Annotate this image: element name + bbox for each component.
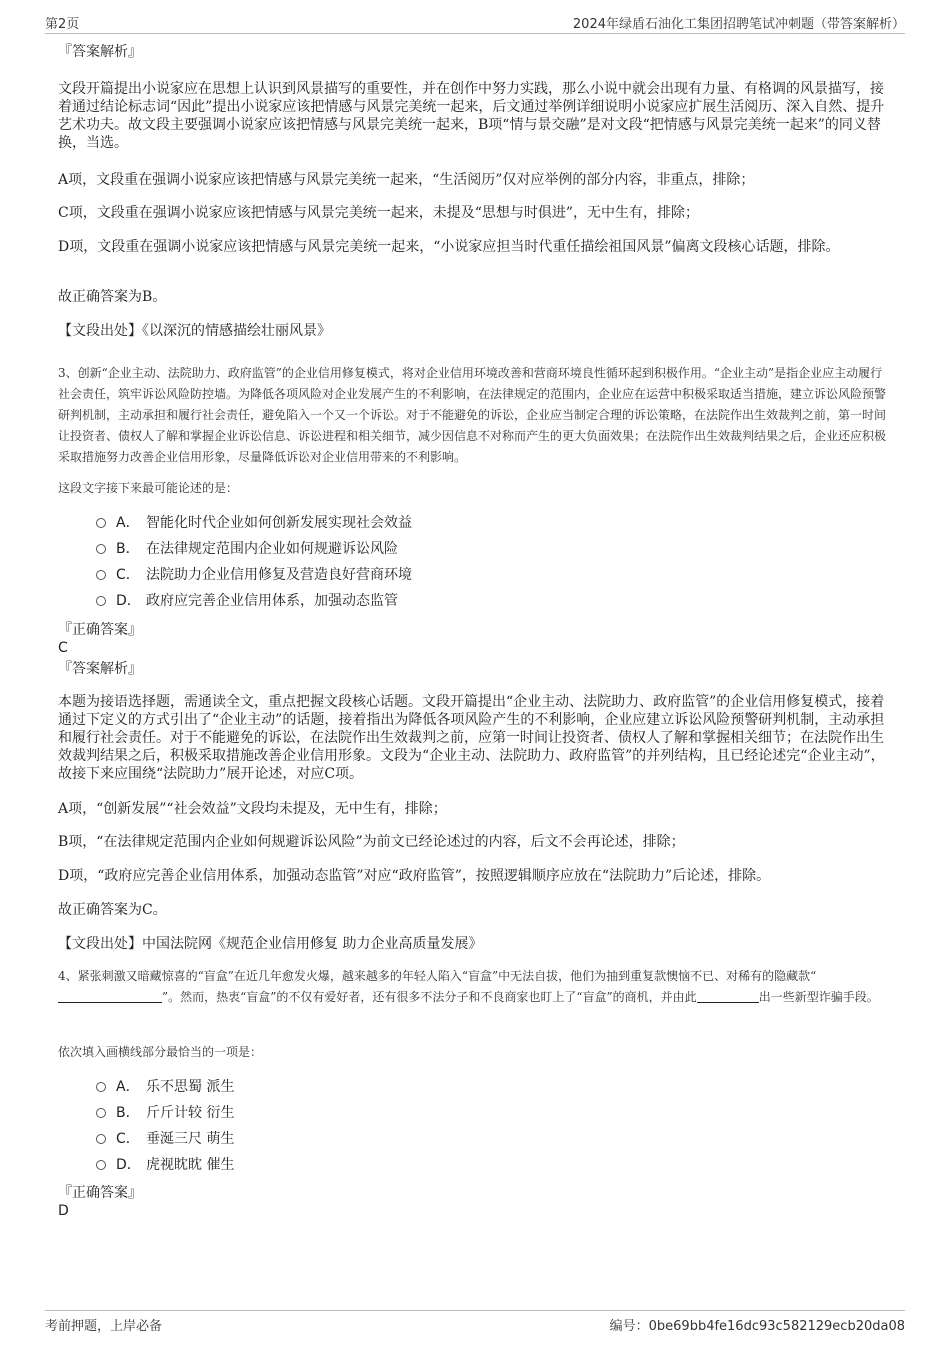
option-c[interactable]: C． 垂涎三尺 萌生: [96, 1130, 234, 1148]
radio-icon[interactable]: [96, 1160, 106, 1170]
analysis-text: 文段开篇提出小说家应在思想上认识到风景描写的重要性，并在创作中努力实践，那么小说中就会出现有力量、有格调的风景描写，接着通过结论标志词“因此”提出小说家应该把情感与风景完美统一起来，后文通过举例详细说明小说家应扩展生活阅历、深入自然、提升艺术功夫。故文段主要强调小说家应该把情感与风景完美统一起来，B项“情与景交融”是对文段“把情感与风景完美统一起来”的同义替换，当选。: [58, 81, 885, 151]
radio-icon[interactable]: [96, 570, 106, 580]
analysis-heading: 『答案解析』: [58, 44, 142, 60]
analysis-heading: 『答案解析』: [58, 661, 142, 677]
question-stem: 3、创新“企业主动、法院助力、政府监管”的企业信用修复模式，将对企业信用环境改善和营商环境良性循环起到积极作用。“企业主动”是指企业应主动履行社会责任，筑牢诉讼风险防控墙。为降低各项风险对企业发展产生的不利影响，在法律规定的范围内，企业应在运营中积极采取适当措施，建立诉讼风险预警研判机制，主动承担和履行社会责任，避免陷入一个又一个诉讼。对于不能避免的诉讼，企业应当制定合理的诉讼策略，在法院作出生效裁判之前，第一时间让投资者、债权人了解和掌握企业诉讼信息、诉讼进程和相关细节，减少因信息不对称而产生的更大负面效果；在法院作出生效裁判结果之后，企业还应积极采取措施努力改善企业信用形象，尽量降低诉讼对企业信用带来的不利影响。: [58, 366, 887, 464]
radio-icon[interactable]: [96, 596, 106, 606]
question-stem: 4、紧张刺激又暗藏惊喜的“盲盒”在近几年愈发火爆，越来越多的年轻人陷入“盲盒”中无法自拔，他们为抽到重复款懊恼不已、对稀有的隐藏款“”。然而，热衷“盲盒”的不仅有爱好者，还有很多不法分子和不良商家也盯上了“盲盒”的商机，并由此 出一些新型诈骗手段。: [58, 969, 879, 1004]
document-code: 编号：0be69bb4fe16dc93c582129ecb20da08: [609, 1319, 905, 1334]
analysis-option-d: D项，文段重在强调小说家应该把情感与风景完美统一起来，“小说家应担当时代重任描绘祖国风景”偏离文段核心话题，排除。: [58, 239, 840, 255]
option-a[interactable]: A． 乐不思蜀 派生: [96, 1078, 234, 1096]
analysis-conclusion: 故正确答案为C。: [58, 902, 167, 918]
radio-icon[interactable]: [96, 1134, 106, 1144]
answer-heading: 『正确答案』: [58, 1185, 142, 1201]
page-number: 第2页: [45, 17, 80, 32]
answer-heading: 『正确答案』: [58, 622, 142, 638]
option-d[interactable]: D． 政府应完善企业信用体系，加强动态监管: [96, 592, 398, 610]
question-prompt: 这段文字接下来最可能论述的是：: [58, 481, 239, 495]
option-b[interactable]: B． 斤斤计较 衍生: [96, 1104, 234, 1122]
page-header: [45, 13, 905, 34]
analysis-option-c: C项，文段重在强调小说家应该把情感与风景完美统一起来，未提及“思想与时俱进”，无中生有，排除；: [58, 205, 700, 221]
analysis-conclusion: 故正确答案为B。: [58, 289, 167, 305]
footer-slogan: 考前押题，上岸必备: [45, 1319, 163, 1334]
correct-answer: C: [58, 640, 68, 656]
radio-icon[interactable]: [96, 1082, 106, 1092]
option-b[interactable]: B． 在法律规定范围内企业如何规避诉讼风险: [96, 540, 398, 558]
radio-icon[interactable]: [96, 1108, 106, 1118]
document-title: 2024年绿盾石油化工集团招聘笔试冲刺题（带答案解析）: [572, 17, 905, 32]
analysis-option-a: A项，“创新发展”“社会效益”文段均未提及，无中生有，排除；: [58, 801, 447, 817]
option-a[interactable]: A． 智能化时代企业如何创新发展实现社会效益: [96, 514, 412, 532]
question-prompt: 依次填入画横线部分最恰当的一项是：: [58, 1045, 263, 1059]
analysis-option-b: B项，“在法律规定范围内企业如何规避诉讼风险”为前文已经论述过的内容，后文不会再论述，排除；: [58, 834, 685, 850]
correct-answer: D: [58, 1203, 69, 1219]
analysis-text: 本题为接语选择题，需通读全文，重点把握文段核心话题。文段开篇提出“企业主动、法院助力、政府监管”的企业信用修复模式，接着通过下定义的方式引出了“企业主动”的话题，接着指出为降低各项风险产生的不利影响，企业应建立诉讼风险预警研判机制，主动承担和履行社会责任。对于不能避免的诉讼，在法院作出生效裁判之前，应第一时间让投资者、债权人了解和掌握相关细节；在法院作出生效裁判结果之后，积极采取措施改善企业信用形象。文段为“企业主动、法院助力、政府监管”的并列结构，且已经论述完“企业主动”，故接下来应围绕“法院助力”展开论述，对应C项。: [58, 694, 885, 782]
option-c[interactable]: C． 法院助力企业信用修复及营造良好营商环境: [96, 566, 412, 584]
radio-icon[interactable]: [96, 518, 106, 528]
fill-blank-2: [697, 990, 759, 1003]
source-citation: 【文段出处】中国法院网《规范企业信用修复 助力企业高质量发展》: [58, 936, 483, 952]
option-d[interactable]: D． 虎视眈眈 催生: [96, 1156, 234, 1174]
source-citation: 【文段出处】《以深沉的情感描绘壮丽风景》: [58, 323, 331, 339]
page-footer: [45, 1310, 905, 1335]
fill-blank-1: [58, 990, 162, 1003]
analysis-option-d: D项，“政府应完善企业信用体系，加强动态监管”对应“政府监管”，按照逻辑顺序应放在“法院助力”后论述，排除。: [58, 868, 771, 884]
radio-icon[interactable]: [96, 544, 106, 554]
analysis-option-a: A项，文段重在强调小说家应该把情感与风景完美统一起来，“生活阅历”仅对应举例的部分内容，非重点，排除；: [58, 172, 755, 188]
